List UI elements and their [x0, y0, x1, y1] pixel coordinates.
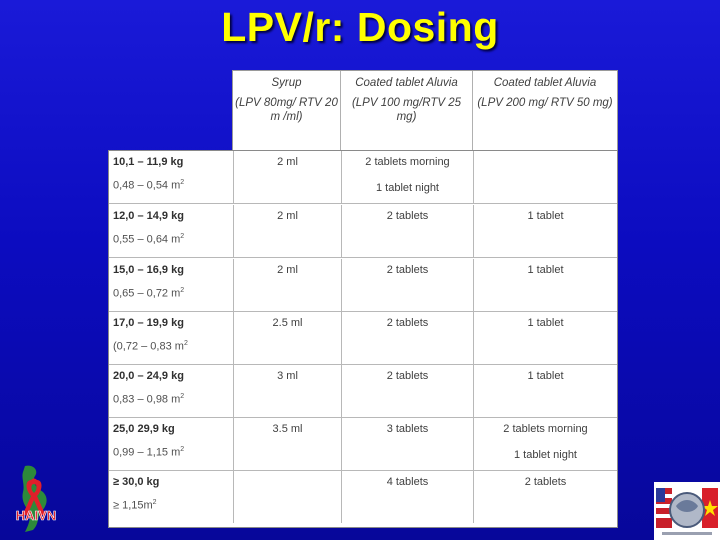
table-row [109, 205, 617, 258]
dosing-table [108, 150, 618, 528]
tablet-100-cell [342, 365, 474, 417]
tablet-100-dose: 3 tablets [386, 423, 429, 435]
syrup-cell [234, 151, 342, 203]
partner-seal-icon [654, 482, 720, 540]
tablet-100-dose: 2 tablets [386, 370, 429, 382]
syrup-cell [234, 418, 342, 470]
body-surface-area: 0,48 – 0,54 $m^2$ [113, 179, 185, 192]
table-row [109, 151, 617, 204]
tablet-100-cell [342, 312, 474, 364]
tablet-200-cell [474, 205, 617, 257]
table-row [109, 365, 617, 418]
weight-cell [109, 418, 234, 470]
tablet-200-dose-night: 1 tablet night [514, 449, 577, 461]
weight-cell [109, 312, 234, 364]
syrup-cell [234, 365, 342, 417]
tablet-100-cell [342, 418, 474, 470]
table-row [109, 259, 617, 312]
tablet-100-dose-night: 1 tablet night [376, 182, 439, 194]
syrup-dose: 3.5 ml [272, 423, 303, 435]
table-row [109, 418, 617, 471]
table-header [232, 70, 618, 156]
table-row [109, 471, 617, 524]
weight-range: 10,1 – 11,9 kg [113, 156, 184, 168]
tablet-100-dose: 2 tablets [386, 317, 429, 329]
haivn-logo-text: HAIVN [15, 508, 57, 523]
syrup-dose: 3 ml [277, 370, 298, 382]
weight-range: 12,0 – 14,9 kg [113, 210, 184, 222]
tablet-200-cell [474, 471, 617, 523]
weight-range: 20,0 – 24,9 kg [113, 370, 184, 382]
tablet-200-cell [474, 259, 617, 311]
weight-cell [109, 259, 234, 311]
tablet-200-dose: 2 tablets morning [503, 423, 588, 435]
tablet-100-cell [342, 151, 474, 203]
syrup-dose: 2 ml [277, 264, 298, 276]
tablet-200-cell [474, 418, 617, 470]
tablet-100-dose: 2 tablets morning [365, 156, 450, 168]
tablet-200-cell [474, 312, 617, 364]
haivn-logo [3, 462, 69, 536]
weight-cell [109, 151, 234, 203]
slide-title: LPV/r: Dosing [221, 4, 499, 50]
tablet-200-dose: 1 tablet [527, 264, 564, 276]
tablet-100-cell [342, 471, 474, 523]
body-surface-area: 0,55 – 0,64 $m^2$ [113, 233, 185, 246]
body-surface-area: 0,83 – 0,98 $m^2$ [113, 393, 185, 406]
tablet-200-cell [474, 365, 617, 417]
weight-cell [109, 471, 234, 523]
tablet-100-dose: 2 tablets [386, 264, 429, 276]
tablet-100-dose: 4 tablets [386, 476, 429, 488]
tablet-200-dose: 2 tablets [524, 476, 567, 488]
body-surface-area: ≥ $1,15m^2$ [113, 499, 157, 512]
weight-cell [109, 205, 234, 257]
weight-range: 25,0 29,9 kg [113, 423, 175, 435]
tablet-200-dose: 1 tablet [527, 317, 564, 329]
body-surface-area: 0,99 – 1,15 $m^2$ [113, 446, 185, 459]
tablet-100-cell [342, 259, 474, 311]
syrup-cell [234, 205, 342, 257]
weight-range: 17,0 – 19,9 kg [113, 317, 184, 329]
tablet-200-dose: 1 tablet [527, 210, 564, 222]
body-surface-area: (0,72 – 0,83 $m^2$ [113, 340, 188, 353]
syrup-dose: 2 ml [277, 210, 298, 222]
weight-cell [109, 365, 234, 417]
tablet-200-cell [474, 151, 617, 203]
syrup-dose: 2.5 ml [272, 317, 303, 329]
syrup-cell [234, 312, 342, 364]
tablet-100-dose: 2 tablets [386, 210, 429, 222]
syrup-cell [234, 471, 342, 523]
body-surface-area: 0,65 – 0,72 $m^2$ [113, 287, 185, 300]
header-tablet-100: Coated tablet Aluvia (LPV 100 mg/RTV 25 mg) [341, 71, 473, 157]
header-syrup: Syrup (LPV 80mg/ RTV 20 m /ml) [233, 71, 341, 157]
syrup-cell [234, 259, 342, 311]
table-row [109, 312, 617, 365]
header-tablet-200: Coated tablet Aluvia (LPV 200 mg/ RTV 50 mg) [477, 77, 613, 109]
syrup-dose: 2 ml [277, 156, 298, 168]
tablet-100-cell [342, 205, 474, 257]
tablet-200-dose: 1 tablet [527, 370, 564, 382]
weight-range: ≥ 30,0 kg [113, 476, 160, 488]
weight-range: 15,0 – 16,9 kg [113, 264, 184, 276]
